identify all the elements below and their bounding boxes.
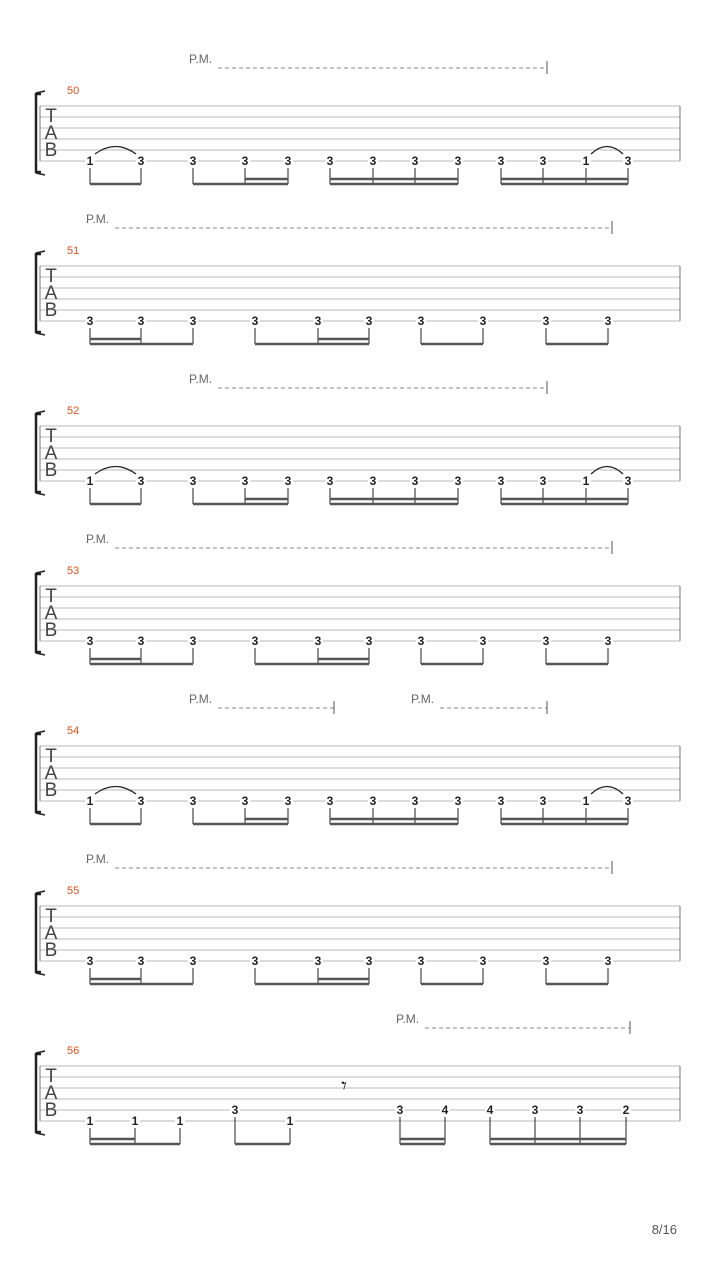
fret-number: 3 — [576, 1103, 584, 1117]
fret-number: 1 — [176, 1114, 184, 1128]
palm-mute-label: P.M. — [86, 852, 110, 866]
fret-number: 3 — [86, 954, 94, 968]
measure-number: 56 — [67, 1045, 80, 1057]
bracket-hook-bottom — [36, 973, 45, 975]
tab-clef-letter: A — [44, 923, 58, 944]
palm-mute-label: P.M. — [189, 52, 213, 66]
fret-number: 1 — [286, 1114, 294, 1128]
bracket-hook-bottom — [36, 813, 45, 815]
fret-number: 3 — [497, 794, 505, 808]
palm-mute-label: P.M. — [86, 532, 110, 546]
fret-number: 3 — [365, 314, 373, 328]
fret-number: 3 — [604, 634, 612, 648]
tab-clef-letter: T — [45, 586, 57, 607]
fret-number: 3 — [189, 634, 197, 648]
fret-number: 3 — [137, 314, 145, 328]
fret-number: 3 — [624, 474, 632, 488]
fret-number: 3 — [314, 954, 322, 968]
fret-number: 3 — [251, 954, 259, 968]
bracket-hook-bottom — [36, 333, 45, 335]
fret-number: 4 — [441, 1103, 449, 1117]
fret-number: 3 — [454, 154, 462, 168]
fret-number: 3 — [326, 154, 334, 168]
fret-number: 3 — [86, 634, 94, 648]
fret-number: 3 — [241, 794, 249, 808]
bracket-hook-bottom — [36, 653, 45, 655]
measure-number: 52 — [67, 405, 80, 417]
fret-number: 1 — [582, 794, 590, 808]
fret-number: 3 — [624, 794, 632, 808]
fret-number: 3 — [479, 634, 487, 648]
tab-clef-letter: T — [45, 426, 57, 447]
bracket-hook-bottom — [36, 1133, 45, 1135]
fret-number: 3 — [396, 1103, 404, 1117]
palm-mute-label: P.M. — [86, 212, 110, 226]
tab-clef-letter: B — [44, 300, 58, 321]
palm-mute-label: P.M. — [396, 1012, 420, 1026]
fret-number: 3 — [365, 634, 373, 648]
tab-clef-letter: A — [44, 603, 58, 624]
fret-number: 3 — [137, 954, 145, 968]
fret-number: 3 — [542, 314, 550, 328]
fret-number: 4 — [486, 1103, 494, 1117]
fret-number: 3 — [284, 154, 292, 168]
fret-number: 3 — [411, 794, 419, 808]
fret-number: 3 — [137, 634, 145, 648]
fret-number: 3 — [542, 954, 550, 968]
fret-number: 3 — [314, 634, 322, 648]
fret-number: 2 — [622, 1103, 630, 1117]
tab-clef-letter: A — [44, 1083, 58, 1104]
fret-number: 3 — [86, 314, 94, 328]
measure-number: 50 — [67, 85, 80, 97]
bracket-hook-top — [36, 1051, 45, 1053]
bracket-hook-top — [36, 91, 45, 93]
fret-number: 3 — [479, 314, 487, 328]
fret-number: 3 — [231, 1103, 239, 1117]
tab-clef-letter: T — [45, 1066, 57, 1087]
bracket-hook-bottom — [36, 173, 45, 175]
fret-number: 3 — [241, 154, 249, 168]
eighth-rest: 𝄾 — [341, 1074, 347, 1099]
fret-number: 1 — [86, 154, 94, 168]
bracket-hook-top — [36, 251, 45, 253]
fret-number: 3 — [251, 634, 259, 648]
fret-number: 3 — [417, 954, 425, 968]
fret-number: 1 — [582, 154, 590, 168]
fret-number: 3 — [497, 154, 505, 168]
fret-number: 3 — [539, 794, 547, 808]
fret-number: 3 — [624, 154, 632, 168]
fret-number: 3 — [251, 314, 259, 328]
bracket-hook-bottom — [36, 493, 45, 495]
fret-number: 3 — [539, 474, 547, 488]
tab-clef-letter: T — [45, 906, 57, 927]
fret-number: 3 — [454, 794, 462, 808]
fret-number: 3 — [604, 954, 612, 968]
fret-number: 3 — [314, 314, 322, 328]
fret-number: 3 — [369, 794, 377, 808]
bracket-hook-top — [36, 411, 45, 413]
page-number: 8/16 — [651, 1222, 677, 1237]
fret-number: 3 — [137, 794, 145, 808]
fret-number: 1 — [86, 1114, 94, 1128]
fret-number: 1 — [86, 474, 94, 488]
fret-number: 3 — [189, 794, 197, 808]
fret-number: 3 — [326, 474, 334, 488]
fret-number: 3 — [284, 794, 292, 808]
bracket-hook-top — [36, 891, 45, 893]
tab-clef-letter: B — [44, 780, 58, 801]
fret-number: 3 — [369, 154, 377, 168]
tab-clef-letter: A — [44, 123, 58, 144]
tab-clef-letter: A — [44, 283, 58, 304]
fret-number: 3 — [479, 954, 487, 968]
tab-clef-letter: B — [44, 940, 58, 961]
fret-number: 3 — [369, 474, 377, 488]
bracket-hook-top — [36, 731, 45, 733]
fret-number: 3 — [189, 954, 197, 968]
tab-clef-letter: T — [45, 106, 57, 127]
fret-number: 3 — [417, 314, 425, 328]
fret-number: 3 — [284, 474, 292, 488]
measure-number: 51 — [67, 245, 80, 257]
fret-number: 3 — [454, 474, 462, 488]
fret-number: 3 — [241, 474, 249, 488]
fret-number: 3 — [326, 794, 334, 808]
fret-number: 3 — [189, 314, 197, 328]
fret-number: 3 — [137, 154, 145, 168]
fret-number: 1 — [582, 474, 590, 488]
fret-number: 3 — [137, 474, 145, 488]
tab-clef-letter: B — [44, 140, 58, 161]
fret-number: 1 — [86, 794, 94, 808]
fret-number: 3 — [539, 154, 547, 168]
fret-number: 3 — [531, 1103, 539, 1117]
fret-number: 3 — [411, 154, 419, 168]
fret-number: 1 — [131, 1114, 139, 1128]
measure-number: 55 — [67, 885, 80, 897]
fret-number: 3 — [189, 154, 197, 168]
tab-clef-letter: A — [44, 443, 58, 464]
tab-clef-letter: B — [44, 620, 58, 641]
tab-clef-letter: T — [45, 266, 57, 287]
bracket-hook-top — [36, 571, 45, 573]
fret-number: 3 — [497, 474, 505, 488]
tab-clef-letter: A — [44, 763, 58, 784]
palm-mute-label: P.M. — [189, 692, 213, 706]
tab-clef-letter: B — [44, 460, 58, 481]
measure-number: 54 — [67, 725, 80, 737]
fret-number: 3 — [189, 474, 197, 488]
palm-mute-label: P.M. — [189, 372, 213, 386]
tab-clef-letter: B — [44, 1100, 58, 1121]
tab-clef-letter: T — [45, 746, 57, 767]
fret-number: 3 — [604, 314, 612, 328]
fret-number: 3 — [411, 474, 419, 488]
fret-number: 3 — [365, 954, 373, 968]
fret-number: 3 — [417, 634, 425, 648]
palm-mute-label: P.M. — [411, 692, 435, 706]
measure-number: 53 — [67, 565, 80, 577]
fret-number: 3 — [542, 634, 550, 648]
